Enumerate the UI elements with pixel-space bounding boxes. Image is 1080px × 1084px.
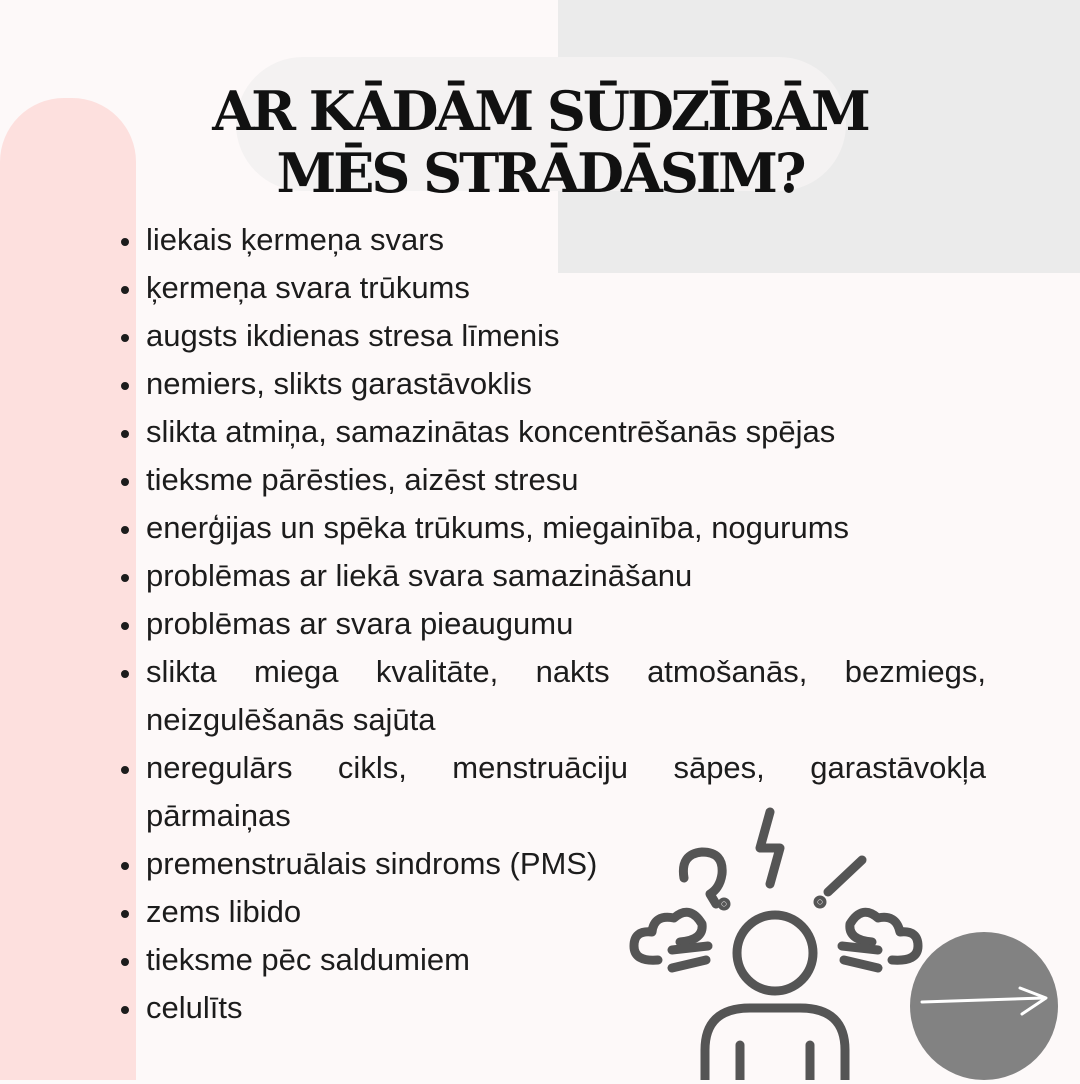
- list-item: slikta miega kvalitāte, nakts atmošanās, bezmiegs, neizgulēšanās sajūta: [118, 648, 986, 744]
- stressed-person-icon: [620, 800, 940, 1080]
- list-item: liekais ķermeņa svars: [118, 216, 986, 264]
- list-item: zems libido: [118, 888, 986, 936]
- list-item: tieksme pēc saldumiem: [118, 936, 986, 984]
- list-item: premenstruālais sindroms (PMS): [118, 840, 986, 888]
- next-button[interactable]: [910, 932, 1058, 1080]
- list-item: nemiers, slikts garastāvoklis: [118, 360, 986, 408]
- list-item: celulīts: [118, 984, 986, 1032]
- arrow-right-icon: [910, 932, 1058, 1080]
- list-item: neregulārs cikls, menstruāciju sāpes, garastāvokļa pārmaiņas: [118, 744, 986, 840]
- list-item: ķermeņa svara trūkums: [118, 264, 986, 312]
- list-item: enerģijas un spēka trūkums, miegainība, nogurums: [118, 504, 986, 552]
- list-item: problēmas ar liekā svara samazināšanu: [118, 552, 986, 600]
- list-item: slikta atmiņa, samazinātas koncentrēšanās spējas: [118, 408, 986, 456]
- page-title: [200, 80, 880, 204]
- decorative-pink-strip: [0, 98, 136, 1080]
- title-line-2: MĒS STRĀDĀSIM?: [276, 141, 804, 205]
- title-line-1: AR KĀDĀM SŪDZĪBĀM: [212, 79, 868, 143]
- list-item: augsts ikdienas stresa līmenis: [118, 312, 986, 360]
- list-item: problēmas ar svara pieaugumu: [118, 600, 986, 648]
- list-item: tieksme pārēsties, aizēst stresu: [118, 456, 986, 504]
